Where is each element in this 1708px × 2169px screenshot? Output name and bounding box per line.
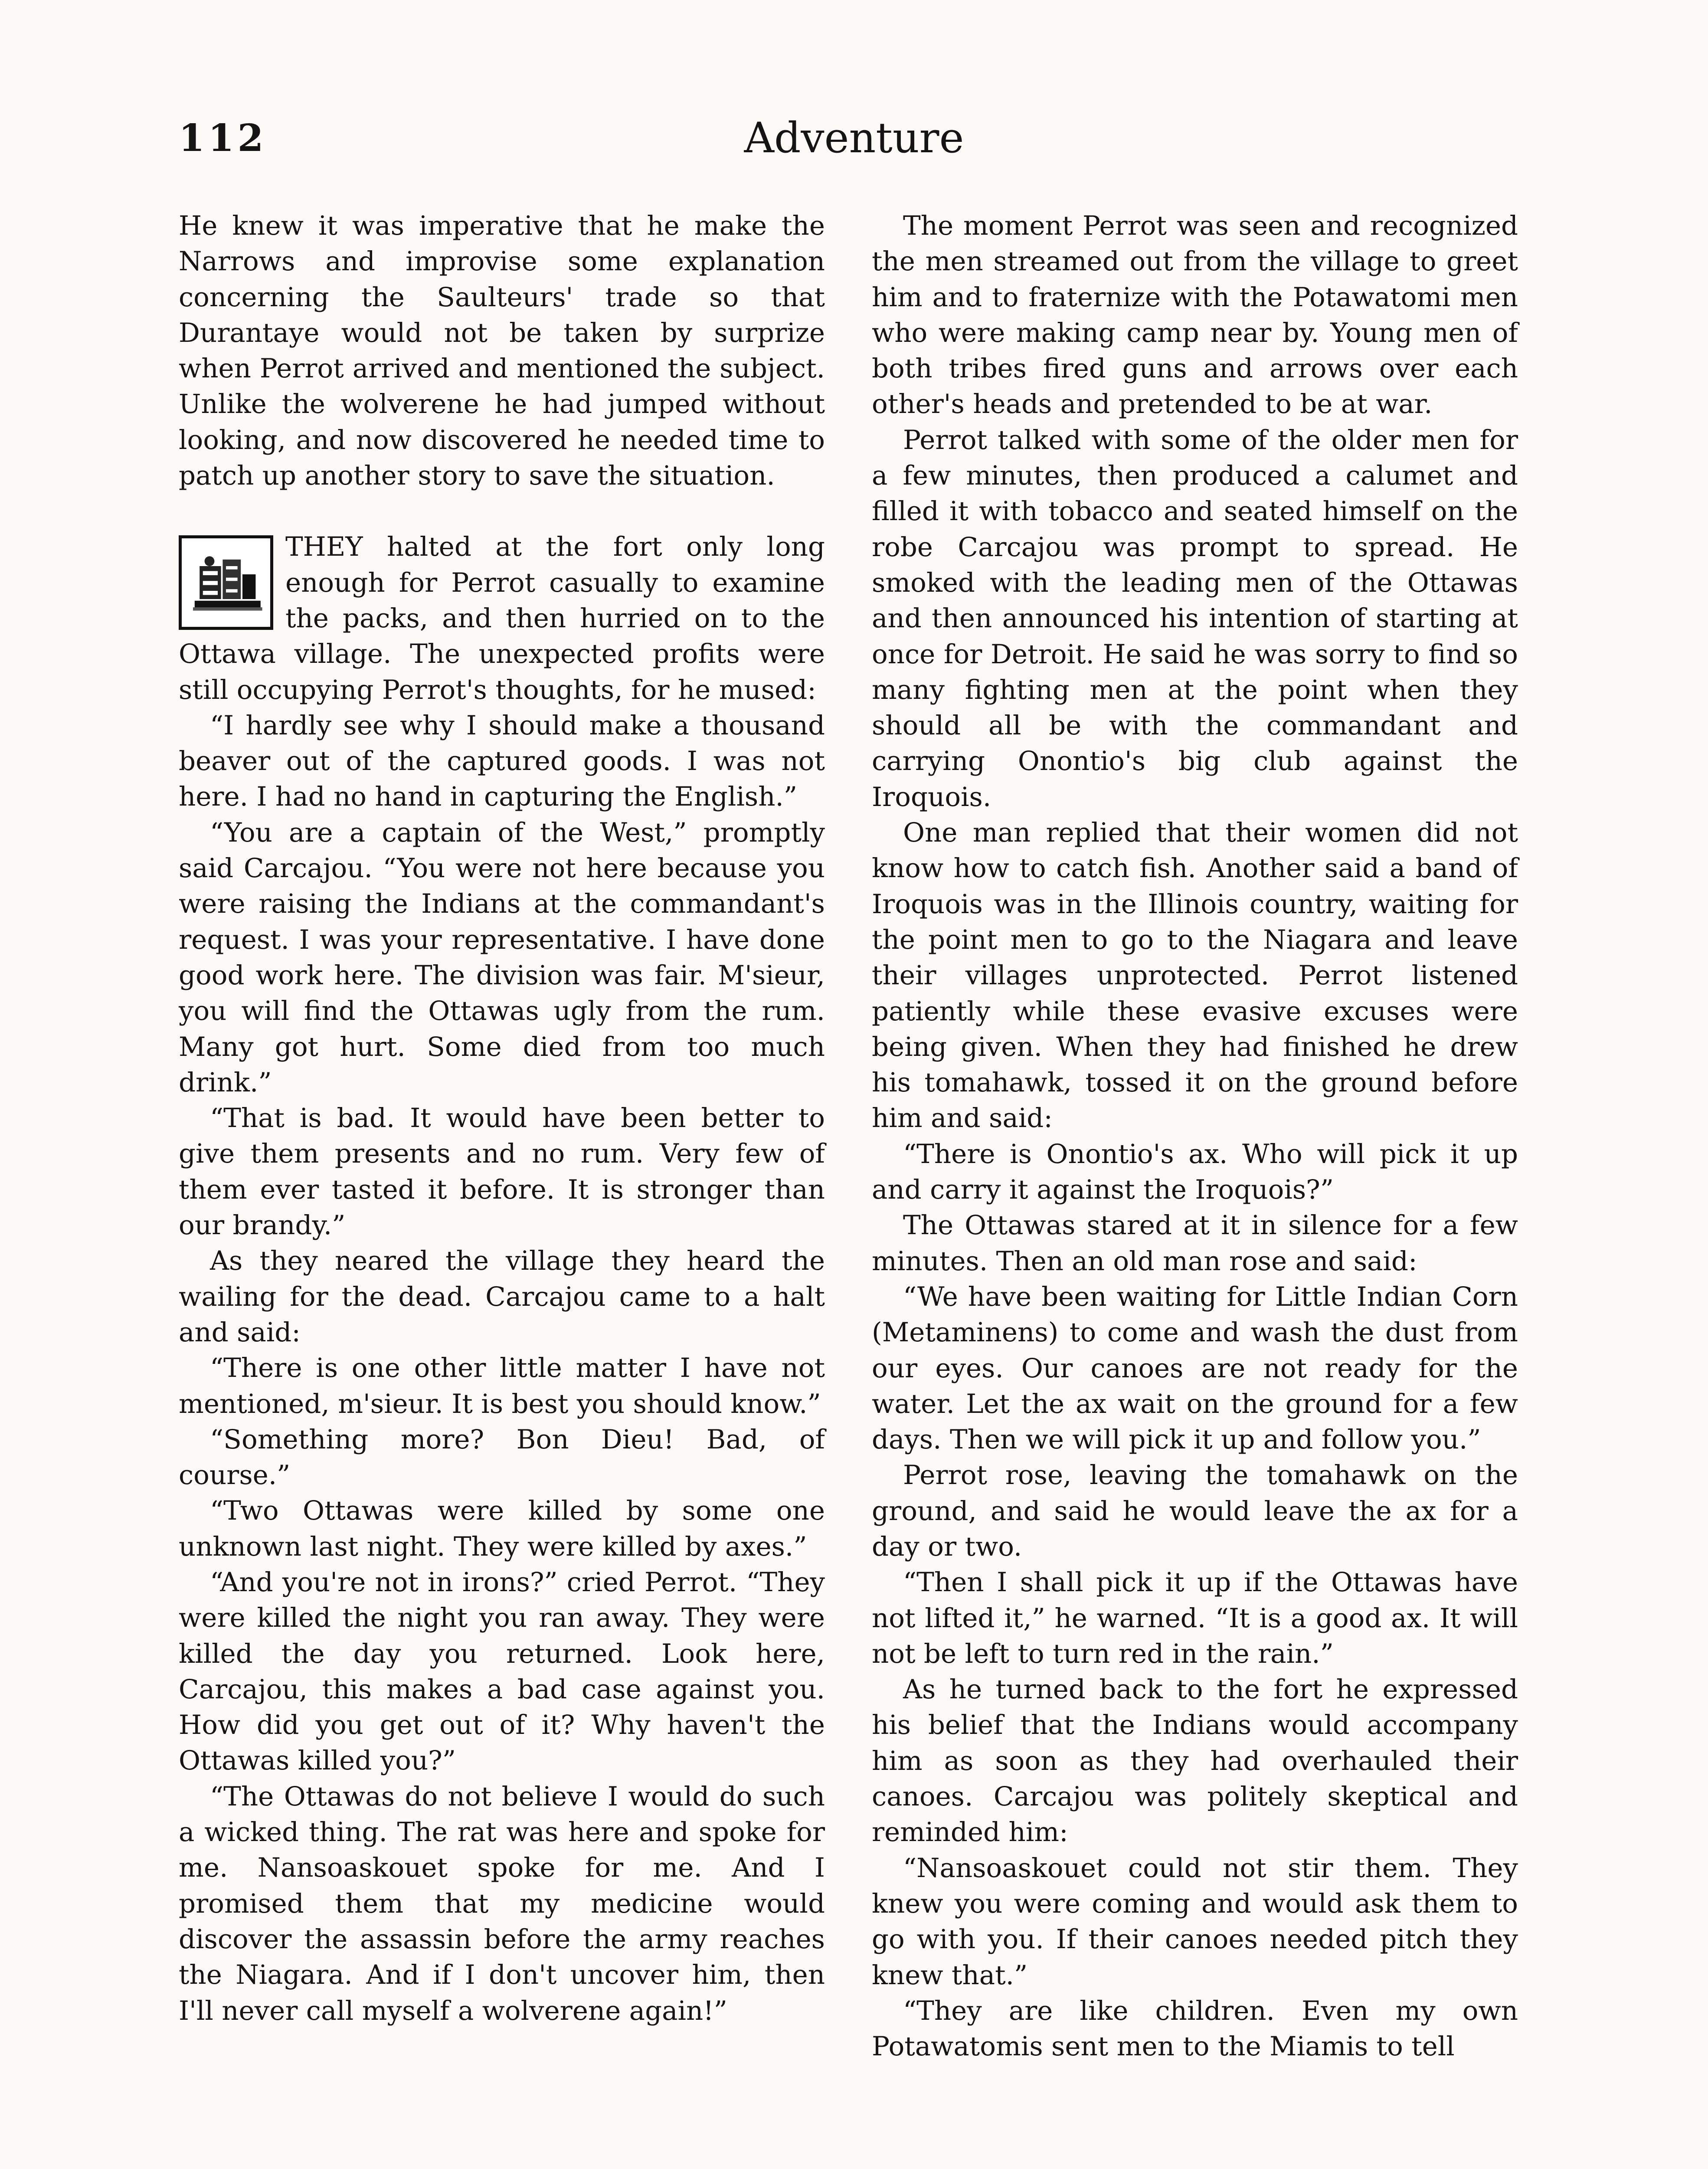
paragraph: “Then I shall pick it up if the Ottawas have not lifted it,” he warned. “It is a good ax. It will not be left to turn red in the rain.” [872,1567,1518,1669]
paragraph: “They are like children. Even my own Potawatomis sent men to the Miamis to tell [872,1995,1518,2062]
paragraph: Perrot talked with some of the older men for a few minutes, then produced a calumet and filled it with tobacco and seated himself on the robe Carcajou was prompt to spread. He smoked with the leading men of the Ottawas and then announced his intention of starting at once for Detroit. He said he was sorry to find so many fighting men at the point when they should all be with the commandant and carrying Onontio's big club against the Iroquois. [872,424,1518,813]
paragraph: “Something more? Bon Dieu! Bad, of course.” [179,1424,825,1491]
paragraph: “And you're not in irons?” cried Perrot. “They were killed the night you ran away. They were killed the day you returned. Look here, Carcajou, this makes a bad case against you. How did you get out of it? Why haven't the Ottawas killed you?” [179,1566,825,1776]
packs-illustration-icon [185,541,267,624]
paragraph: The Ottawas stared at it in silence for a few minutes. Then an old man rose and said: [872,1210,1518,1277]
paragraph: One man replied that their women did not know how to catch fish. Another said a band of Iroquois was in the Illinois country, waiting for the point men to go to the Niagara and leave their villages unprotected. Perrot listened patiently while these evasive excuses were being given. When they had finished he drew his tomahawk, tossed it on the ground before him and said: [872,817,1518,1134]
paragraph: THEY halted at the fort only long enough for Perrot casually to examine the packs, and then hurried on to the Ottawa village. The unexpected profits were still occupying Perrot's thoughts, for he mused: [179,531,825,705]
paragraph: “We have been waiting for Little Indian Corn (Metaminens) to come and wash the dust from our eyes. Our canoes are not ready for the water. Let the ax wait on the ground for a few days. Then we will pick it up and follow you.” [872,1281,1518,1455]
paragraph: “You are a captain of the West,” promptly said Carcajou. “You were not here because you were raising the Indians at the commandant's request. I was your representative. I have done good work here. The division was fair. M'sieur, you will find the Ottawas ugly from the rum. Many got hurt. Some died from too much drink.” [179,817,825,1098]
running-title: Adventure [744,114,964,162]
paragraph: Perrot rose, leaving the tomahawk on the ground, and said he would leave the ax for a day or two. [872,1460,1518,1562]
paragraph: “Two Ottawas were killed by some one unknown last night. They were killed by axes.” [179,1495,825,1562]
paragraph: “There is one other little matter I have not mentioned, m'sieur. It is best you should know.” [179,1353,825,1419]
paragraph: He knew it was imperative that he make the Narrows and improvise some explanation concerning the Saulteurs' trade so that Durantaye would not be taken by surprize when Perrot arrived and mentioned the subject. Unlike the wolverene he had jumped without looking, and now discovered he needed time to patch up another story to save the situation. [179,210,825,491]
paragraph: “The Ottawas do not believe I would do such a wicked thing. The rat was here and spoke for me. Nansoaskouet spoke for me. And I promised them that my medicine would discover the assassin before the army reaches the Niagara. And if I don't uncover him, then I'll never call myself a wolverene again!” [179,1781,825,2026]
paragraph: “Nansoaskouet could not stir them. They knew you were coming and would ask them to go with you. If their canoes needed pitch they knew that.” [872,1852,1518,1991]
paragraph: “That is bad. It would have been better to give them presents and no rum. Very few of them ever tasted it before. It is stronger than our brandy.” [179,1103,825,1241]
paragraph: The moment Perrot was seen and recognized the men streamed out from the village to greet him and to fraternize with the Potawatomi men who were making camp near by. Young men of both tribes fired guns and arrows over each other's heads and pretended to be at war. [872,210,1518,420]
right-column [872,208,1518,2064]
paragraph: As they neared the village they heard the wailing for the dead. Carcajou came to a halt and said: [179,1245,825,1348]
page-number: 112 [179,116,267,160]
paragraph: As he turned back to the fort he expressed his belief that the Indians would accompany him as soon as they had overhauled their canoes. Carcajou was politely skeptical and reminded him: [872,1674,1518,1848]
paragraph: “I hardly see why I should make a thousand beaver out of the captured goods. I was not here. I had no hand in capturing the English.” [179,710,825,813]
left-column [179,208,825,2029]
paragraph: “There is Onontio's ax. Who will pick it up and carry it against the Iroquois?” [872,1138,1518,1206]
ornamental-initial-icon [179,535,273,630]
